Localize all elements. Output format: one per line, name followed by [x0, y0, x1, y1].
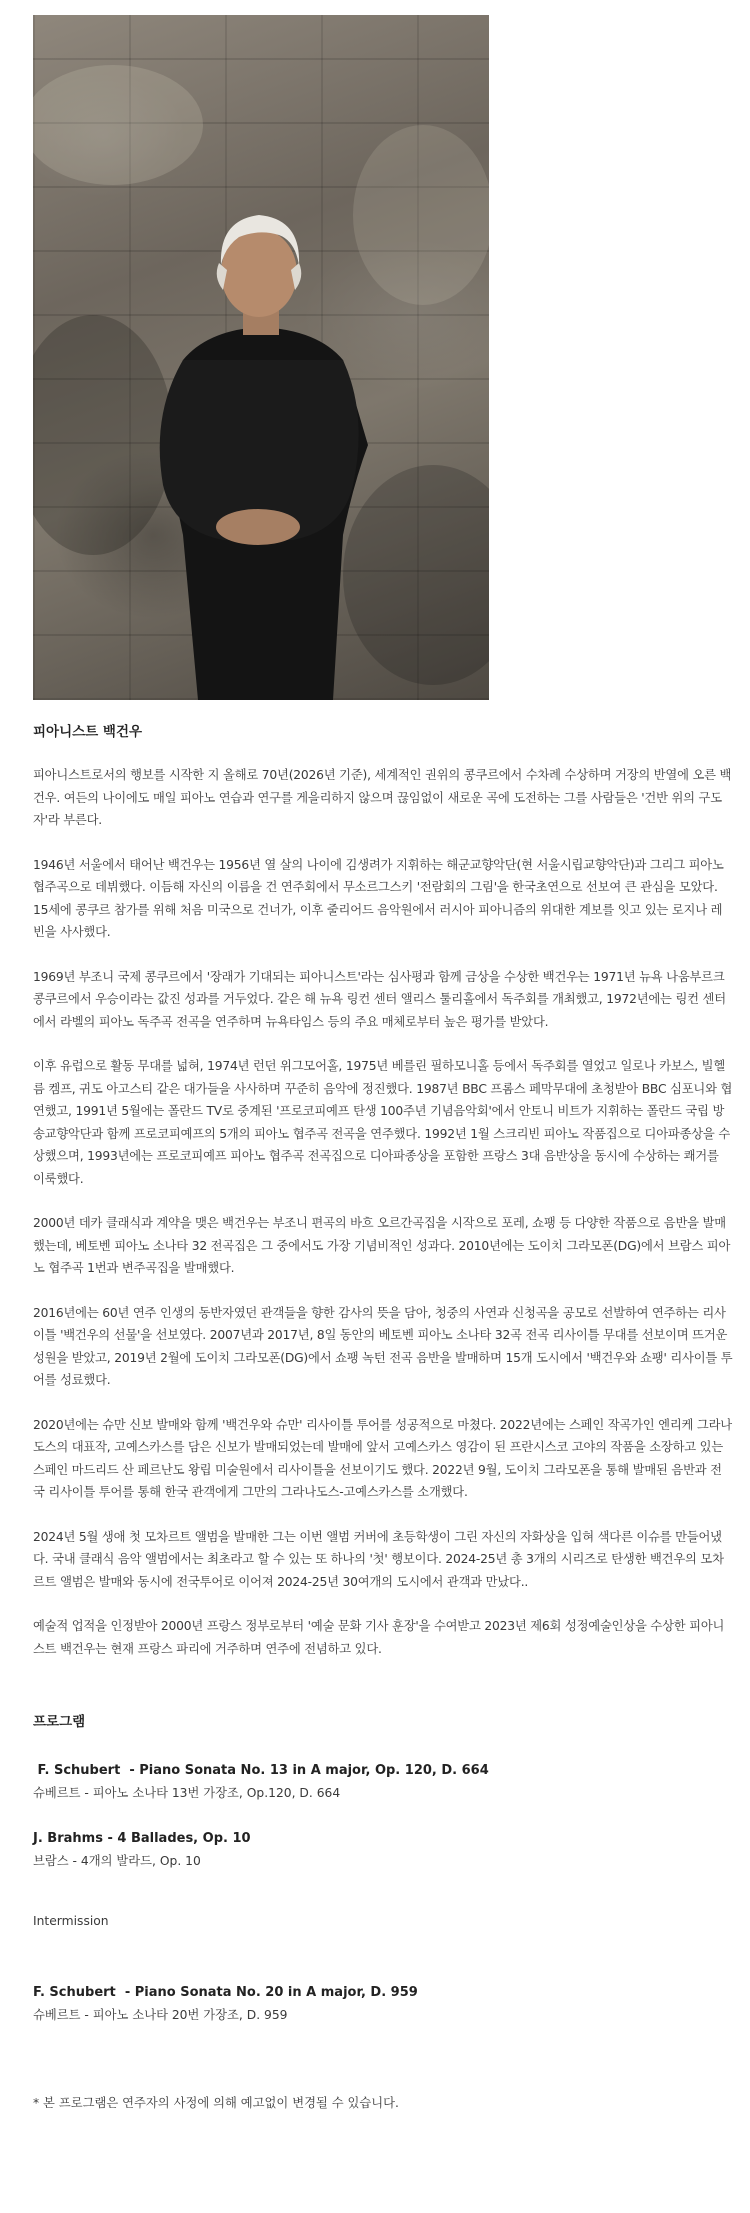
pianist-name-heading: 피아니스트 백건우 [33, 724, 143, 740]
program-heading: 프로그램 [33, 1714, 86, 1730]
bio-paragraph: 2024년 5월 생애 첫 모차르트 앨범을 발매한 그는 이번 앨범 커버에 초등학생이 그린 자신의 자화상을 입혀 색다른 이슈를 만들어냈다. 국내 클래식 음악 앨범에서는 최초라고 할 수 있는 또 하나의 '첫' 행보이다. 2024-25년 총 3개의 시리즈로 탄생한 백건우의 모차르트 앨범은 발매와 동시에 전국투어로 이어져 2024-25년 30여개의 도시에서 관객과 만났다.. [33, 1529, 724, 1589]
bio-paragraph: 이후 유럽으로 활동 무대를 넓혀, 1974년 런던 위그모어홀, 1975년 베를린 필하모니홀 등에서 독주회를 열었고 일로나 카보스, 빌헬름 켐프, 귀도 아고스티 같은 대가들을 사사하며 꾸준히 음악에 정진했다. 1987년 BBC 프롬스 페막무대에 초청받아 BBC 심포니와 협연했고, 1991년 5월에는 폴란드 TV로 중계된 '프로코피예프 탄생 100주년 기념음악회'에서 안토니 비트가 지휘하는 폴란드 국립 방송교향악단과 함께 프로코피예프의 5개의 피아노 협주곡 전곡을 연주했다. 1992년 1월 스크리빈 피아노 작품집으로 디아파종상을 수상했으며, 1993년에는 프로코피예프 피아노 협주곡 전곡집으로 디아파종상을 포함한 프랑스 3대 음반상을 동시에 수상하는 쾌거를 이룩했다. [33, 1059, 733, 1186]
program-work [33, 1982, 733, 2026]
main-content [33, 15, 733, 2114]
bio-paragraph: 2020년에는 슈만 신보 발매와 함께 '백건우와 슈만' 리사이틀 투어를 성공적으로 마쳤다. 2022년에는 스페인 작곡가인 엔리케 그라나도스의 대표작, 고예스카스를 담은 신보가 발매되었는데 발매에 앞서 고예스카스 영감이 된 프란시스코 고야의 작품을 소장하고 있는 스페인 마드리드 산 페르난도 왕립 미술원에서 리사이틀을 선보이기도 했다. 2022년 9월, 도이치 그라모폰을 통해 발매된 음반과 전국 리사이틀 투어를 통해 한국 관객에게 그만의 그라나도스-고예스카스를 소개했다. [33, 1417, 732, 1499]
program-work [33, 1828, 733, 1872]
work-subtitle: 슈베르트 - 피아노 소나타 13번 가장조, Op.120, D. 664 [33, 1786, 341, 1800]
work-title: F. Schubert - Piano Sonata No. 13 in A major, Op. 120, D. 664 [33, 1763, 489, 1778]
bio-paragraph: 2016년에는 60년 연주 인생의 동반자였던 관객들을 향한 감사의 뜻을 담아, 청중의 사연과 신청곡을 공모로 선발하여 연주하는 리사이틀 '백건우의 선물'을 선보였다. 2007년과 2017년, 8일 동안의 베토벤 피아노 소나타 32곡 전곡 리사이틀 무대를 선보이며 뜨거운 성원을 받았고, 2019년 2월에 도이치 그라모폰(DG)에서 쇼팽 녹턴 전곡 음반을 발매하며 15개 도시에서 '백건우와 쇼팽' 리사이틀 투어를 성료했다. [33, 1305, 733, 1387]
bio-paragraph: 1969년 부조니 국제 콩쿠르에서 '장래가 기대되는 피아니스트'라는 심사평과 함께 금상을 수상한 백건우는 1971년 뉴욕 나움부르크 콩쿠르에서 우승이라는 값진 성과를 거두었다. 같은 해 뉴욕 링컨 센터 앨리스 툴리홀에서 독주회를 개최했고, 1972년에는 링컨 센터에서 라벨의 피아노 독주곡 전곡을 연주하며 뉴욕타임스 등의 주요 매체로부터 높은 평가를 받았다. [33, 969, 726, 1029]
pianist-portrait-photo [33, 15, 489, 700]
program-change-notice: * 본 프로그램은 연주자의 사정에 의해 예고없이 변경될 수 있습니다. [33, 2096, 399, 2110]
bio-paragraph: 1946년 서울에서 태어난 백건우는 1956년 열 살의 나이에 김생려가 지휘하는 해군교향악단(현 서울시립교향악단)과 그리그 피아노 협주곡으로 데뷔했다. 이듬해 자신의 이름을 건 연주회에서 무소르그스키 '전람회의 그림'을 한국초연으로 선보여 큰 관심을 모았다. 15세에 콩쿠르 참가를 위해 처음 미국으로 건너가, 이후 줄리어드 음악원에서 러시아 피아니즘의 위대한 계보를 잇고 있는 로지나 레빈을 사사했다. [33, 857, 724, 939]
work-title: J. Brahms - 4 Ballades, Op. 10 [33, 1831, 251, 1846]
work-subtitle: 브람스 - 4개의 발라드, Op. 10 [33, 1854, 201, 1868]
program-work [33, 1760, 733, 1804]
bio-paragraph: 예술적 업적을 인정받아 2000년 프랑스 정부로부터 '예술 문화 기사 훈장'을 수여받고 2023년 제6회 성정예술인상을 수상한 피아니스트 백건우는 현재 프랑스 파리에 거주하며 연주에 전념하고 있다. [33, 1619, 725, 1656]
work-subtitle: 슈베르트 - 피아노 소나타 20번 가장조, D. 959 [33, 2008, 288, 2022]
work-title: F. Schubert - Piano Sonata No. 20 in A major, D. 959 [33, 1985, 418, 2000]
portrait-illustration [33, 15, 489, 700]
bio-paragraph: 2000년 데카 클래식과 계약을 맺은 백건우는 부조니 편곡의 바흐 오르간곡집을 시작으로 포레, 쇼팽 등 다양한 작품으로 음반을 발매했는데, 베토벤 피아노 소나타 32 전곡집은 그 중에서도 가장 기념비적인 성과다. 2010년에는 도이치 그라모폰(DG)에서 브람스 피아노 협주곡 1번과 변주곡집을 발매했다. [33, 1216, 731, 1275]
bio-paragraph: 피아니스트로서의 행보를 시작한 지 올해로 70년(2026년 기준), 세계적인 권위의 콩쿠르에서 수차례 수상하며 거장의 반열에 오른 백건우. 여든의 나이에도 매일 피아노 연습과 연구를 게을리하지 않으며 끊임없이 새로운 곡에 도전하는 그를 사람들은 '건반 위의 구도자'라 부른다. [33, 768, 732, 827]
intermission-label: Intermission [33, 1914, 109, 1928]
biography [33, 764, 733, 1660]
